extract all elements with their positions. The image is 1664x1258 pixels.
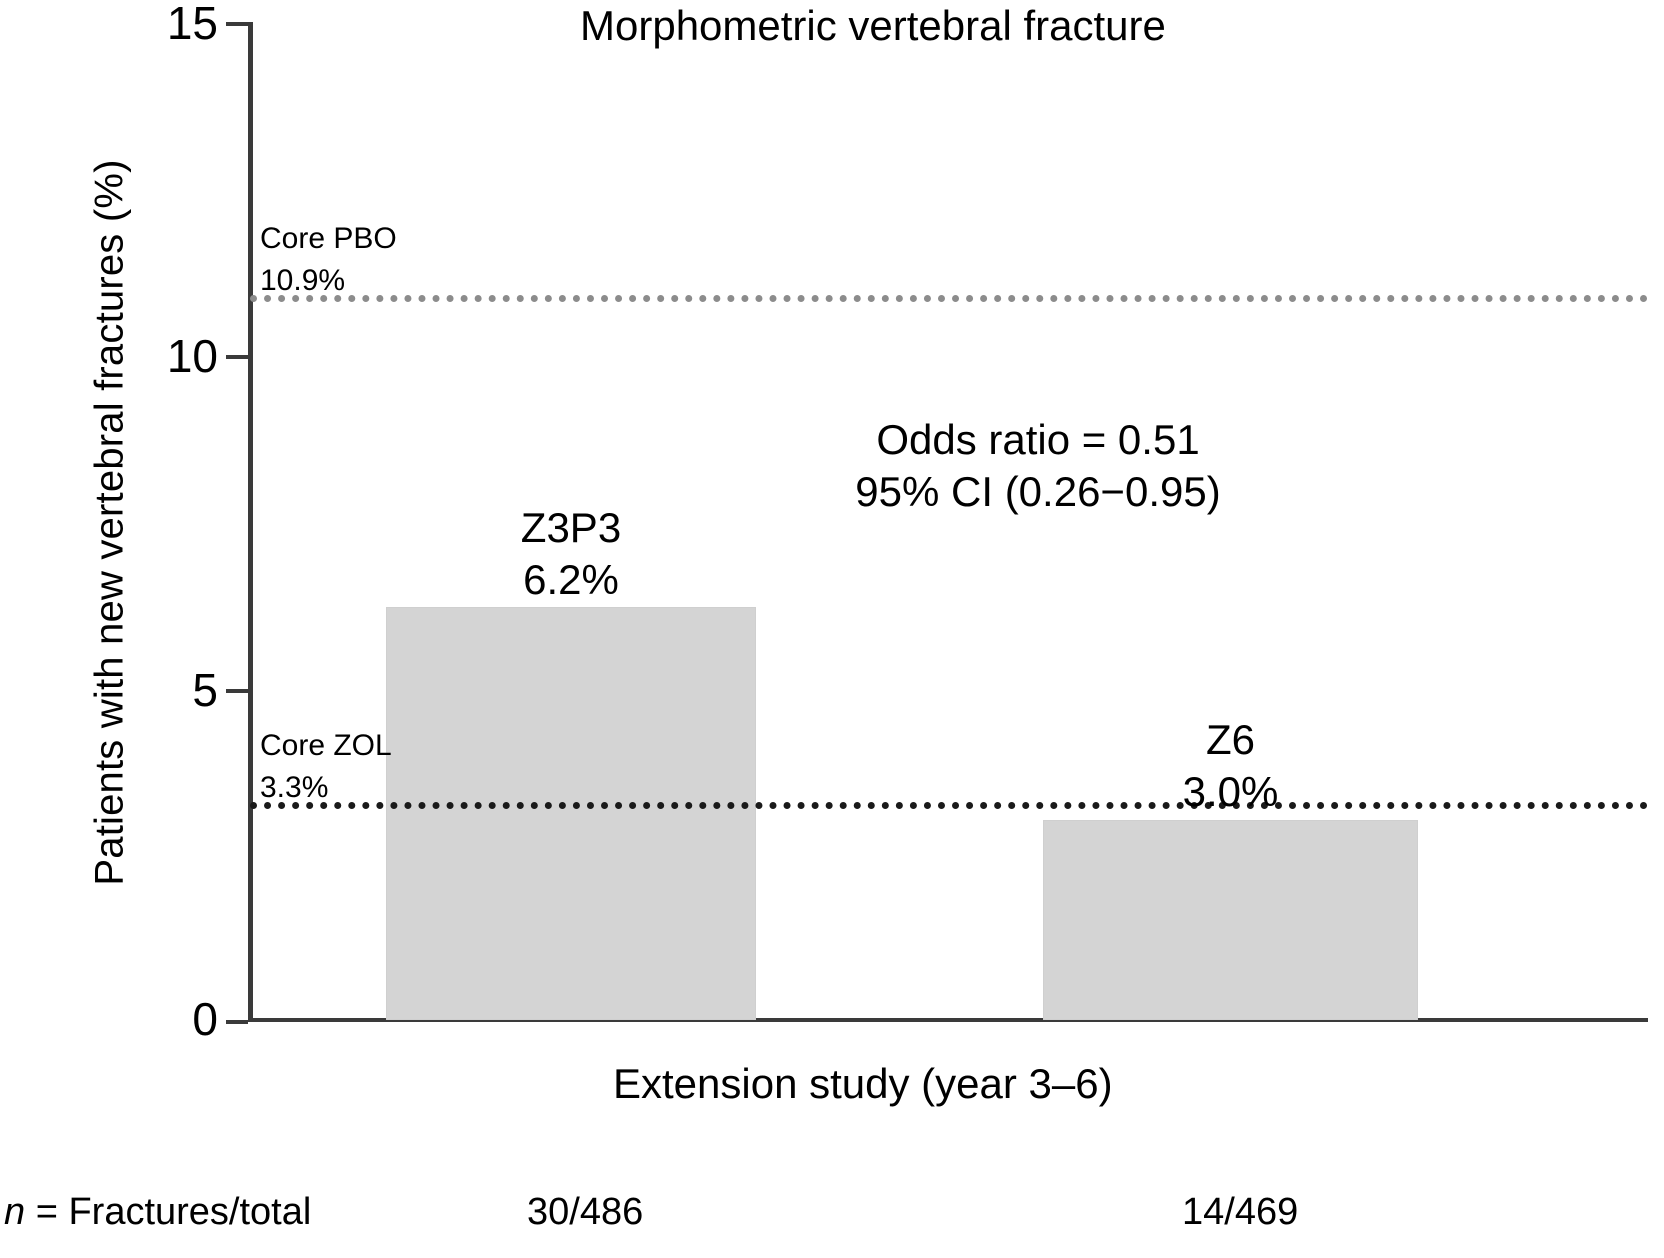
reference-line-core-zol [250,802,1648,809]
y-axis-line [248,22,253,1022]
footnote-value-z3p3: 30/486 [527,1191,644,1233]
bar-label-z3p3: Z3P3 [520,504,622,551]
odds-ratio-line-1: Odds ratio = 0.51 [876,416,1200,463]
core-zol-value: 3.3% [260,771,329,804]
y-tick-label-10: 10 [166,330,218,382]
bar-value-z6: 3.0% [1182,768,1279,815]
chart-title: Morphometric vertebral fracture [580,2,1166,49]
odds-ratio-line-2: 95% CI (0.26−0.95) [855,468,1221,515]
reference-line-core-pbo [250,295,1648,302]
x-axis-label: Extension study (year 3–6) [613,1060,1113,1107]
core-pbo-label: Core PBO [260,222,397,255]
y-tick-15 [226,22,248,26]
footnote-text: = Fractures/total [25,1191,312,1233]
footnote-value-z6: 14/469 [1182,1191,1299,1233]
footnote [4,1190,311,1234]
y-tick-10 [226,355,248,359]
bar-label-z6: Z6 [1205,716,1255,763]
y-tick-label-5: 5 [192,664,218,716]
bar-z3p3 [386,607,756,1020]
footnote-italic-n: n [4,1191,26,1233]
y-tick-0 [226,1020,248,1024]
y-tick-5 [226,689,248,693]
bar-z6 [1043,820,1418,1020]
y-axis-label: Patients with new vertebral fractures (%) [87,159,132,886]
bar-value-z3p3: 6.2% [523,556,619,603]
plot-area [166,0,1648,1045]
y-tick-label-15: 15 [166,0,218,49]
core-pbo-value: 10.9% [260,264,346,297]
y-tick-label-0: 0 [192,993,218,1045]
core-zol-label: Core ZOL [260,729,392,762]
